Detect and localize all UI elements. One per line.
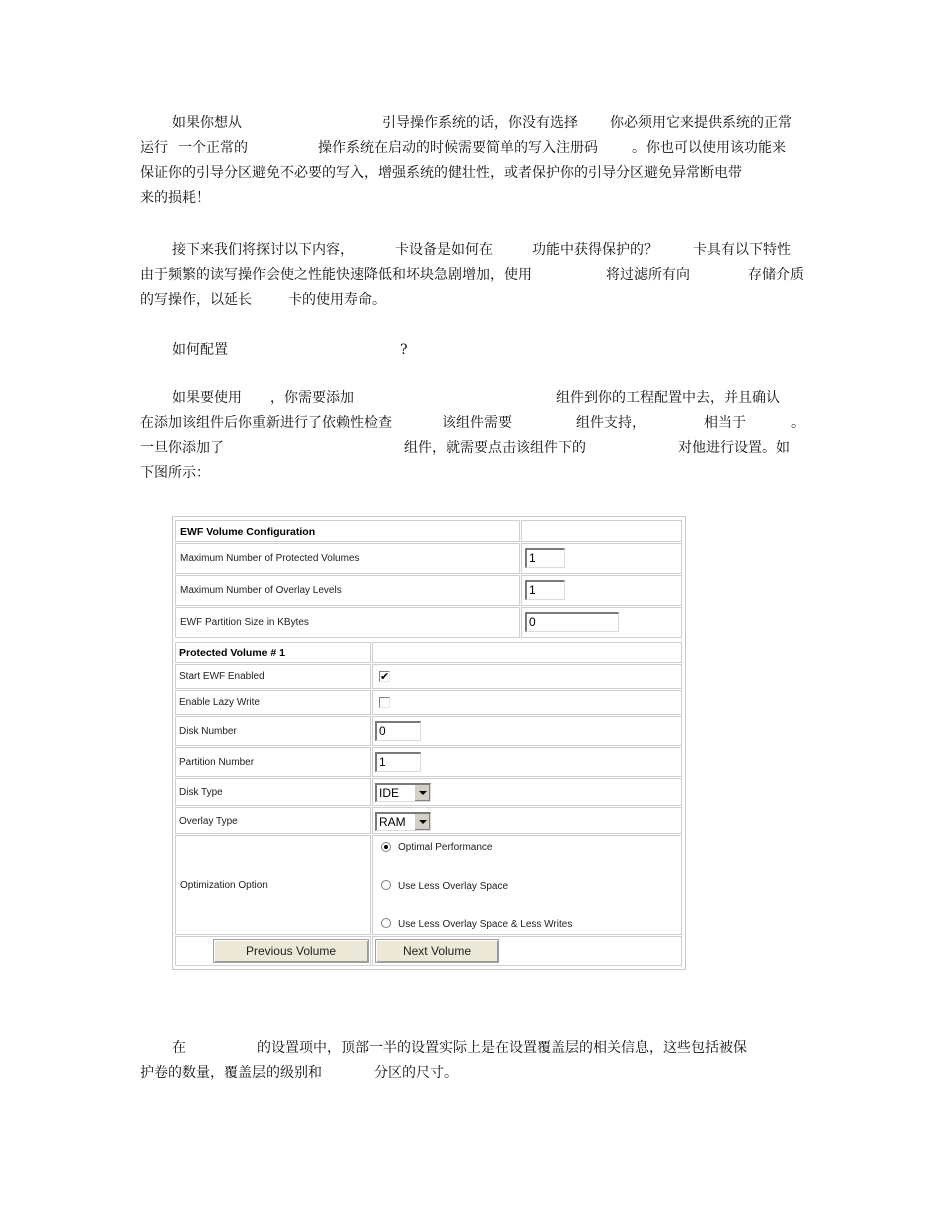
text-segment: 对他进行设置。如 (678, 440, 790, 456)
value-cell (372, 690, 682, 715)
chevron-down-icon[interactable] (414, 785, 430, 801)
text-segment: 相当于 (704, 415, 746, 431)
text-segment: 引导操作系统的话，你没有选择 (382, 115, 578, 131)
text-segment: 分区的尺寸。 (374, 1065, 458, 1081)
text-segment: 一个正常的 (178, 140, 248, 156)
paragraph-1 (140, 111, 810, 211)
header-empty-cell (521, 520, 682, 542)
text-segment: 功能中获得保护的？ (532, 242, 658, 258)
text-segment: 如何配置 (172, 342, 228, 358)
paragraph-line (140, 338, 810, 363)
text-segment: 该组件需要 (442, 415, 512, 431)
optimization-options-cell (372, 835, 682, 935)
protected-volume-header: Protected Volume # 1 (179, 647, 286, 659)
text-segment: 运行 (140, 140, 168, 156)
disk-type-select[interactable] (375, 783, 431, 802)
use-less-overlay-space-less-writes-radio[interactable] (381, 918, 391, 928)
text-segment: 卡设备是如何在 (395, 242, 493, 258)
text-segment: 。你也可以使用该功能来 (632, 140, 786, 156)
value-cell (372, 747, 682, 777)
label-cell (175, 716, 371, 746)
header-empty-cell (372, 642, 682, 663)
value-cell (521, 607, 682, 638)
use-less-overlay-space-less-writes-label: Use Less Overlay Space & Less Writes (398, 919, 573, 930)
text-segment: 组件支持， (576, 415, 646, 431)
paragraph-line (140, 136, 810, 161)
label-cell (175, 835, 371, 935)
value-cell (372, 664, 682, 689)
ewf-config-figure (172, 516, 686, 970)
paragraph-line (140, 238, 810, 263)
text-segment: 下图所示： (140, 465, 210, 481)
ewf-partition-size-input[interactable]: 0 (525, 612, 619, 632)
protected-volume-header-cell (175, 642, 371, 663)
value-cell (372, 807, 682, 834)
optimal-performance-label: Optimal Performance (398, 842, 493, 853)
text-segment: 一旦你添加了 (140, 440, 224, 456)
disk-type-value: IDE (379, 786, 400, 800)
text-segment: 操作系统在启动的时候需要简单的写入注册码 (318, 140, 598, 156)
paragraph-line (140, 263, 810, 288)
disk-number-input[interactable]: 0 (375, 721, 421, 741)
paragraph-3 (140, 338, 810, 363)
paragraph-5 (140, 1036, 810, 1086)
text-segment: 护卷的数量，覆盖层的级别和 (140, 1065, 322, 1081)
value-cell (521, 543, 682, 574)
button-cell (372, 936, 682, 966)
paragraph-line (140, 111, 810, 136)
label-cell (175, 664, 371, 689)
text-segment: 如果你想从 (172, 115, 242, 131)
chevron-down-icon[interactable] (414, 814, 430, 830)
max-protected-volumes-input[interactable]: 1 (525, 548, 565, 568)
text-segment: ? (400, 342, 408, 358)
text-segment: 将过滤所有向 (606, 267, 690, 283)
use-less-overlay-space-label: Use Less Overlay Space (398, 881, 509, 892)
paragraph-4 (140, 386, 810, 486)
button-cell (175, 936, 371, 966)
value-cell (521, 575, 682, 606)
text-segment: ，你需要添加 (270, 390, 354, 406)
text-segment: 在 (172, 1040, 186, 1056)
overlay-type-label: Overlay Type (179, 816, 238, 827)
paragraph-line (140, 1061, 810, 1086)
text-segment: 组件到你的工程配置中去，并且确认 (556, 390, 780, 406)
optimal-performance-radio[interactable] (381, 842, 391, 852)
text-segment: 来的损耗！ (140, 190, 210, 206)
optimization-option-label: Optimization Option (180, 880, 268, 891)
next-volume-button[interactable]: Next Volume (375, 939, 499, 963)
overlay-type-value: RAM (379, 815, 406, 829)
start-ewf-enabled-label: Start EWF Enabled (179, 671, 265, 682)
partition-number-label: Partition Number (179, 757, 255, 768)
volume-config-header-cell (175, 520, 520, 542)
previous-volume-button[interactable]: Previous Volume (213, 939, 369, 963)
start-ewf-enabled-checkbox[interactable]: ✔ (380, 671, 390, 683)
paragraph-line (140, 411, 810, 436)
paragraph-2 (140, 238, 810, 313)
text-segment: 接下来我们将探讨以下内容， (172, 242, 354, 258)
max-protected-volumes-label: Maximum Number of Protected Volumes (180, 553, 360, 564)
paragraph-line (140, 186, 810, 211)
label-cell (175, 575, 520, 606)
paragraph-line (140, 461, 810, 486)
label-cell (175, 607, 520, 638)
paragraph-line (140, 161, 810, 186)
value-cell (372, 716, 682, 746)
label-cell (175, 690, 371, 715)
label-cell (175, 807, 371, 834)
text-segment: 由于频繁的读写操作会使之性能快速降低和坏块急剧增加，使用 (140, 267, 532, 283)
text-segment: 在添加该组件后你重新进行了依赖性检查 (140, 415, 392, 431)
enable-lazy-write-checkbox[interactable] (379, 697, 390, 708)
label-cell (175, 747, 371, 777)
text-segment: 。 (791, 415, 805, 431)
paragraph-line (140, 1036, 810, 1061)
paragraph-line (140, 436, 810, 461)
enable-lazy-write-label: Enable Lazy Write (179, 697, 260, 708)
disk-number-label: Disk Number (179, 726, 237, 737)
text-segment: 保证你的引导分区避免不必要的写入，增强系统的健壮性，或者保护你的引导分区避免异常断电带 (140, 165, 742, 181)
text-segment: 你必须用它来提供系统的正常 (610, 115, 792, 131)
ewf-partition-size-label: EWF Partition Size in KBytes (180, 617, 309, 628)
label-cell (175, 778, 371, 806)
text-segment: 如果要使用 (172, 390, 242, 406)
use-less-overlay-space-radio[interactable] (381, 880, 391, 890)
text-segment: 组件，就需要点击该组件下的 (404, 440, 586, 456)
text-segment: 卡的使用寿命。 (288, 292, 386, 308)
text-segment: 的设置项中，顶部一半的设置实际上是在设置覆盖层的相关信息，这些包括被保 (257, 1040, 747, 1056)
disk-type-label: Disk Type (179, 787, 223, 798)
paragraph-line (140, 386, 810, 411)
text-segment: 的写操作，以延长 (140, 292, 252, 308)
max-overlay-levels-input[interactable]: 1 (525, 580, 565, 600)
volume-config-header: EWF Volume Configuration (180, 526, 316, 538)
max-overlay-levels-label: Maximum Number of Overlay Levels (180, 585, 342, 596)
overlay-type-select[interactable] (375, 812, 431, 831)
paragraph-line (140, 288, 810, 313)
text-segment: 存储介质 (748, 267, 804, 283)
text-segment: 卡具有以下特性 (693, 242, 791, 258)
value-cell (372, 778, 682, 806)
label-cell (175, 543, 520, 574)
partition-number-input[interactable]: 1 (375, 752, 421, 772)
